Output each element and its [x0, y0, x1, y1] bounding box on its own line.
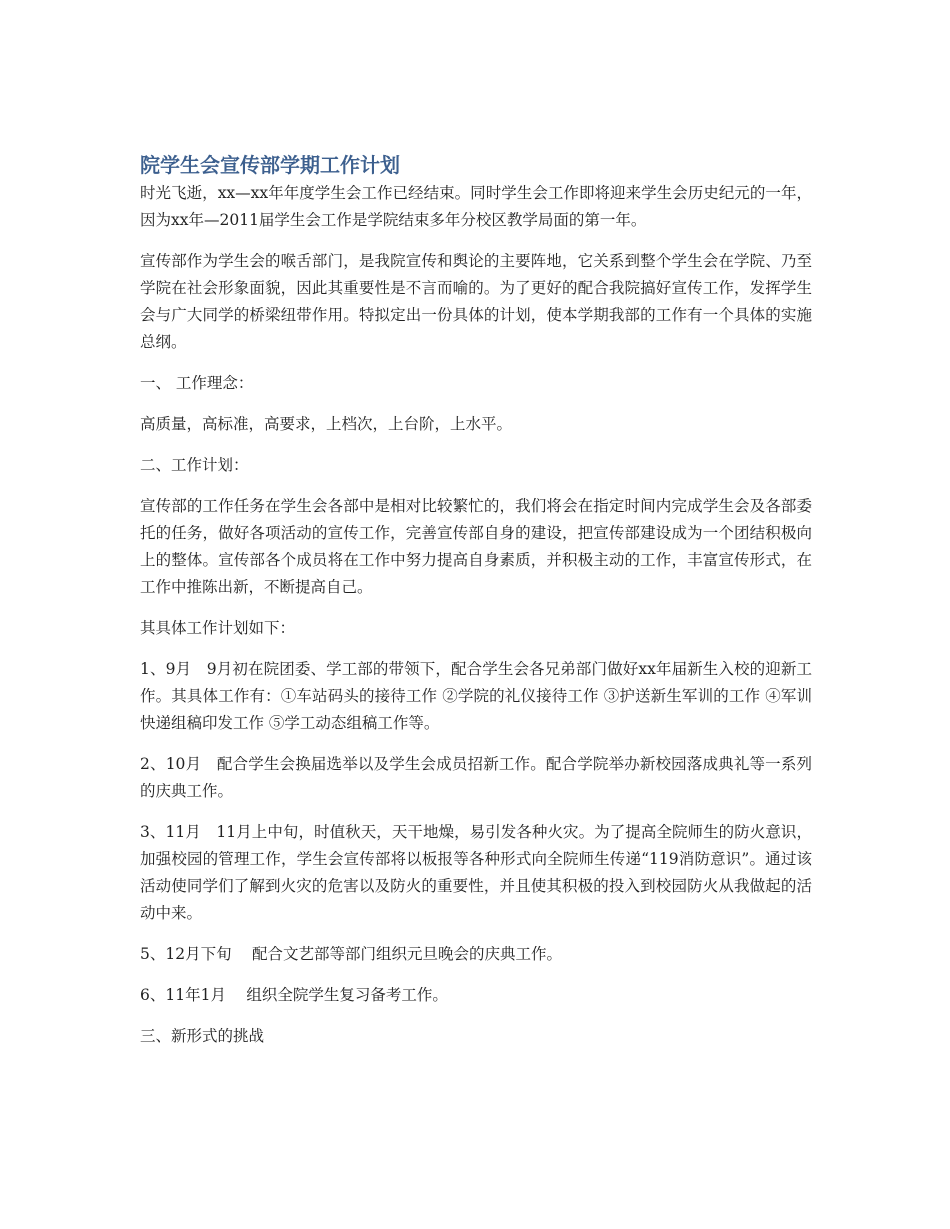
paragraph-philosophy: 高质量，高标准，高要求，上档次，上台阶，上水平。	[140, 415, 513, 433]
list-item-september: 1、9月 9月初在院团委、学工部的带领下，配合学生会各兄弟部门做好xx年届新生入校的迎新工作。其具体工作有：①车站码头的接待工作 ②学院的礼仪接待工作 ③护送新生军训的工作 ④军训快递组稿印发工作 ⑤学工动态组稿工作等。	[140, 660, 812, 732]
list-item-january: 6、11年1月 组织全院学生复习备考工作。	[140, 986, 448, 1004]
list-item-december: 5、12月下旬 配合文艺部等部门组织元旦晚会的庆典工作。	[140, 945, 563, 963]
paragraph-plan-intro: 其具体工作计划如下：	[140, 619, 296, 637]
list-item-october: 2、10月 配合学生会换届选举以及学生会成员招新工作。配合学院举办新校园落成典礼等一系列的庆典工作。	[140, 755, 812, 800]
section-heading-challenges: 三、新形式的挑战	[140, 1027, 265, 1045]
section-heading-philosophy: 一、 工作理念：	[140, 374, 254, 392]
section-heading-plan: 二、工作计划：	[140, 456, 249, 474]
list-item-november: 3、11月 11月上中旬，时值秋天，天干地燥，易引发各种火灾。为了提高全院师生的防火意识，加强校园的管理工作，学生会宣传部将以板报等各种形式向全院师生传递“119消防意识”。通过该活动使同学们了解到火灾的危害以及防火的重要性，并且使其积极的投入到校园防火从我做起的活动中来。	[140, 823, 812, 922]
paragraph-department-role: 宣传部作为学生会的喉舌部门，是我院宣传和舆论的主要阵地，它关系到整个学生会在学院、乃至学院在社会形象面貌，因此其重要性是不言而喻的。为了更好的配合我院搞好宣传工作，发挥学生会与广大同学的桥梁纽带作用。特拟定出一份具体的计划，使本学期我部的工作有一个具体的实施总纲。	[140, 252, 812, 351]
paragraph-plan: 宣传部的工作任务在学生会各部中是相对比较繁忙的，我们将会在指定时间内完成学生会及各部委托的任务，做好各项活动的宣传工作，完善宣传部自身的建设，把宣传部建设成为一个团结积极向上的整体。宣传部各个成员将在工作中努力提高自身素质，并积极主动的工作，丰富宣传形式，在工作中推陈出新，不断提高自己。	[140, 497, 812, 596]
document-page	[140, 150, 812, 1064]
paragraph-intro: 时光飞逝，xx—xx年年度学生会工作已经结束。同时学生会工作即将迎来学生会历史纪元的一年，因为xx年—2011届学生会工作是学院结束多年分校区教学局面的第一年。	[140, 184, 812, 229]
document-title: 院学生会宣传部学期工作计划	[140, 153, 400, 177]
